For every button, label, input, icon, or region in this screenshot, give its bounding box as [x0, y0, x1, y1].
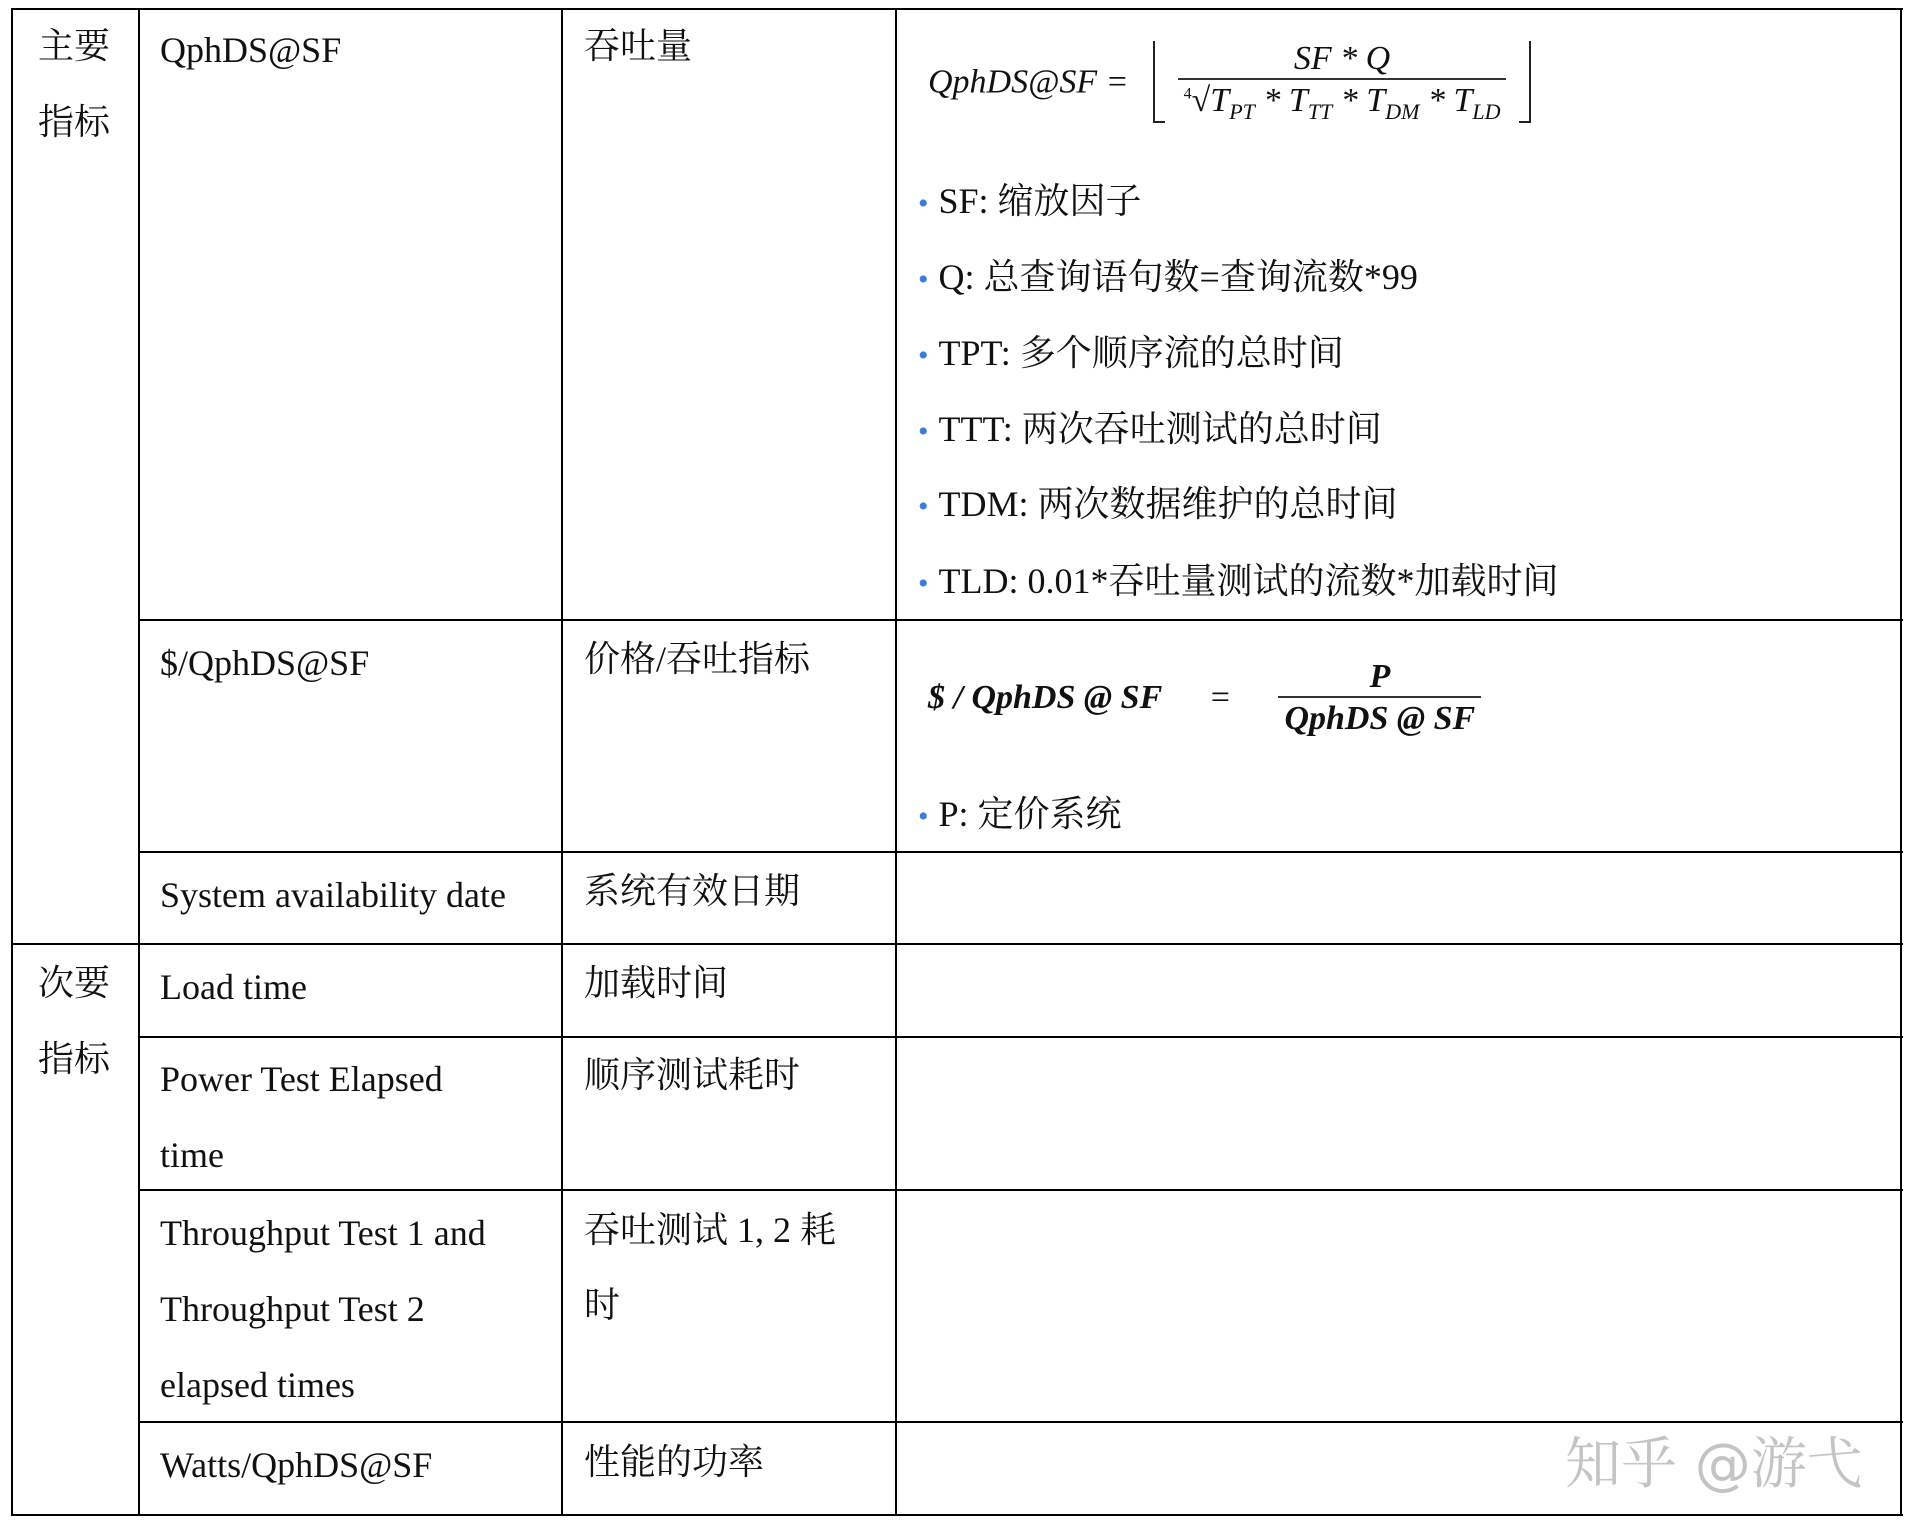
- bullet-item: • Q: 总查询语句数=查询流数*99: [918, 257, 1418, 297]
- equals-sign: =: [1210, 679, 1230, 716]
- group-divider: [11, 943, 1903, 945]
- denominator: [1178, 78, 1507, 125]
- root-index: 4: [1183, 85, 1192, 103]
- table-border-right: [1900, 8, 1902, 1516]
- metric-name: $/QphDS@SF: [160, 643, 370, 683]
- term: T: [1288, 82, 1308, 119]
- subscript: LD: [1472, 98, 1501, 124]
- group-label-primary: 主要: [38, 26, 111, 66]
- metric-name: time: [160, 1135, 224, 1175]
- metric-name: System availability date: [160, 875, 506, 915]
- metric-name: Watts/QphDS@SF: [160, 1445, 433, 1485]
- bullet-icon: •: [918, 263, 929, 296]
- formula-fraction: [1178, 40, 1507, 125]
- table-border-left: [11, 8, 13, 1516]
- operator: *: [1263, 82, 1281, 119]
- bullet-item: • TPT: 多个顺序流的总时间: [918, 333, 1344, 373]
- metric-desc: 时: [584, 1285, 621, 1325]
- bullet-icon: •: [918, 490, 929, 523]
- metric-desc: 吞吐量: [584, 26, 693, 66]
- metric-name: elapsed times: [160, 1365, 355, 1405]
- metric-desc: 顺序测试耗时: [584, 1055, 801, 1095]
- bullet-item: • TLD: 0.01*吞吐量测试的流数*加载时间: [918, 561, 1559, 601]
- table-border-top: [11, 8, 1903, 10]
- row-divider: [139, 851, 1903, 853]
- bullet-icon: •: [918, 800, 929, 833]
- col-divider: [561, 8, 563, 1516]
- bullet-item: • TDM: 两次数据维护的总时间: [918, 484, 1398, 524]
- metric-name: Throughput Test 2: [160, 1289, 425, 1329]
- watermark: 知乎 @游弋: [1565, 1432, 1863, 1497]
- metric-name: Throughput Test 1 and: [160, 1213, 486, 1253]
- col-divider: [895, 8, 897, 1516]
- metric-desc: 系统有效日期: [584, 871, 801, 911]
- formula-fraction: [1278, 658, 1481, 738]
- formula-qphds: [928, 40, 1531, 125]
- subscript: PT: [1229, 98, 1255, 124]
- row-divider: [139, 619, 1903, 621]
- term: T: [1210, 82, 1230, 119]
- numerator: P: [1369, 658, 1391, 695]
- term: T: [1453, 82, 1473, 119]
- floor-left: [1153, 41, 1165, 123]
- metric-desc: 性能的功率: [584, 1442, 765, 1482]
- subscript: DM: [1385, 98, 1420, 124]
- operator: *: [1340, 82, 1358, 119]
- metric-name: QphDS@SF: [160, 30, 342, 70]
- group-label-secondary: 次要: [38, 963, 111, 1003]
- denominator: QphDS @ SF: [1278, 696, 1481, 738]
- bullet-icon: •: [918, 567, 929, 600]
- formula-lhs: $ / QphDS @ SF: [928, 679, 1163, 716]
- bullet-icon: •: [918, 187, 929, 220]
- bullet-icon: •: [918, 415, 929, 448]
- row-divider: [139, 1189, 1903, 1191]
- bullet-item: • SF: 缩放因子: [918, 181, 1142, 221]
- operator: *: [1427, 82, 1445, 119]
- metric-desc: 价格/吞吐指标: [584, 639, 811, 679]
- metric-desc: 吞吐测试 1, 2 耗: [584, 1210, 837, 1250]
- term: T: [1366, 82, 1386, 119]
- floor-right: [1519, 41, 1531, 123]
- table-border-bottom: [11, 1514, 1903, 1516]
- subscript: TT: [1307, 98, 1333, 124]
- metric-name: Load time: [160, 967, 307, 1007]
- numerator: SF * Q: [1293, 40, 1391, 77]
- formula-lhs: QphDS@SF =: [928, 63, 1129, 101]
- bullet-icon: •: [918, 339, 929, 372]
- metric-desc: 加载时间: [584, 963, 729, 1003]
- group-label-primary: 指标: [38, 102, 111, 142]
- group-label-secondary: 指标: [38, 1039, 111, 1079]
- col-divider: [138, 8, 140, 1516]
- row-divider: [139, 1036, 1903, 1038]
- bullet-item: • P: 定价系统: [918, 794, 1122, 834]
- bullet-item: • TTT: 两次吞吐测试的总时间: [918, 409, 1382, 449]
- metric-name: Power Test Elapsed: [160, 1059, 443, 1099]
- formula-price-performance: [928, 658, 1481, 738]
- radical-icon: √: [1191, 82, 1211, 119]
